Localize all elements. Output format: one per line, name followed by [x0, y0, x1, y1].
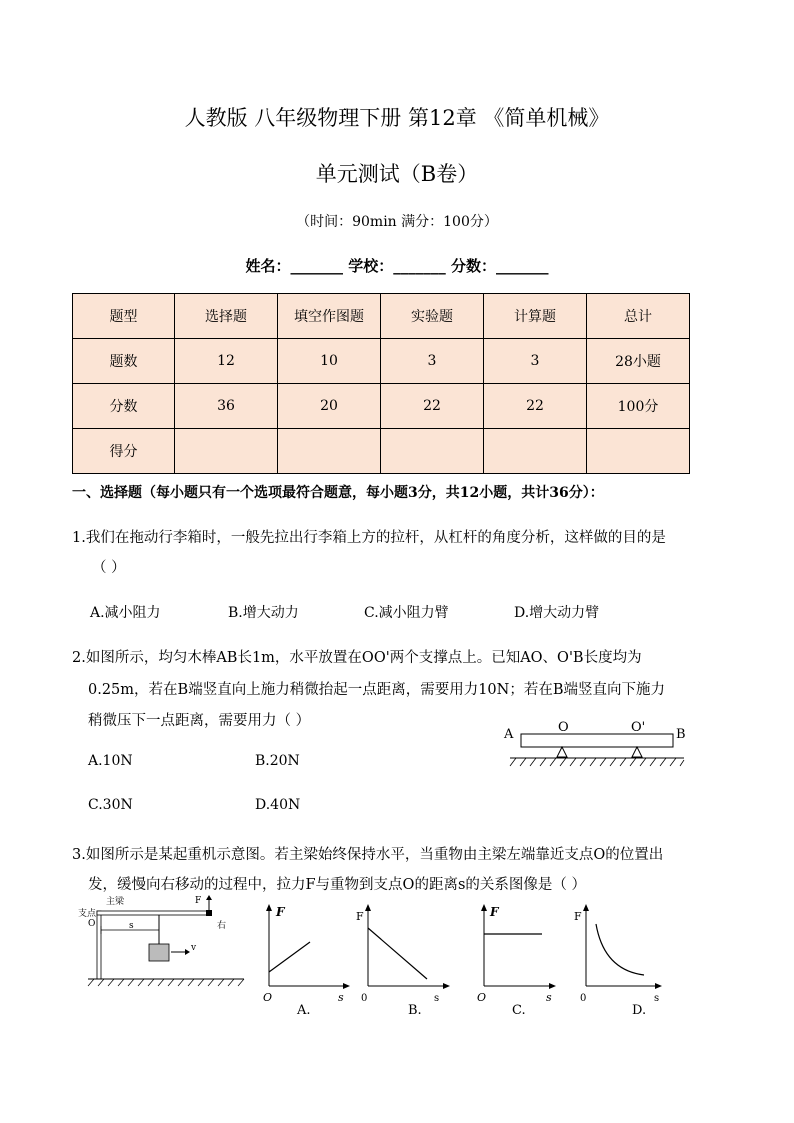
weight-block [149, 944, 169, 961]
q2-option-c[interactable]: C.30N [88, 797, 133, 813]
q2-option-d[interactable]: D.40N [255, 797, 301, 813]
label-o: O [558, 720, 569, 735]
q1-option-b[interactable]: B.增大动力 [228, 605, 299, 621]
table-cell: 28小题 [587, 339, 690, 384]
graph-b-curve [368, 928, 427, 979]
title-line-1: 人教版 八年级物理下册 第12章 《简单机械》 [184, 106, 610, 130]
graph-c-option[interactable]: C. [512, 1003, 526, 1018]
graph-d-origin: 0 [580, 993, 587, 1004]
q2-line-1: 2.如图所示，均匀木棒AB长1m，水平放置在OO'两个支撑点上。已知AO、O'B长度均为 [72, 650, 642, 666]
q1-option-d[interactable]: D.增大动力臂 [514, 605, 600, 621]
graph-a-x-label: s [338, 991, 344, 1004]
table-cell: 得分 [73, 429, 175, 474]
table-cell: 12 [175, 339, 278, 384]
beam-end [206, 910, 212, 916]
q1-option-c[interactable]: C.减小阻力臂 [364, 605, 449, 621]
score-table [72, 293, 690, 474]
graph-b [352, 902, 458, 1020]
graph-b-x-label: s [434, 993, 440, 1004]
graph-a [258, 902, 358, 1020]
q2-option-a[interactable]: A.10N [88, 753, 133, 769]
table-cell: 选择题 [175, 294, 278, 339]
graph-c-origin: O [477, 991, 487, 1004]
table-cell: 10 [278, 339, 381, 384]
table-row [73, 429, 690, 474]
q2-option-b[interactable]: B.20N [255, 753, 300, 769]
table-cell: 3 [484, 339, 587, 384]
label-pivot: 支点 [78, 909, 97, 919]
label-distance-s: s [129, 921, 134, 931]
table-cell: 总计 [587, 294, 690, 339]
label-a: A [504, 727, 514, 742]
student-info: 姓名：_______ 学校：_______ 分数：_______ [245, 257, 549, 275]
score-input-cell[interactable] [381, 429, 484, 474]
crane-ground-hatch [88, 979, 244, 986]
q2-lever-figure [500, 716, 696, 774]
crane-beam [97, 911, 209, 915]
table-row [73, 339, 690, 384]
graph-d-option[interactable]: D. [632, 1003, 647, 1018]
graph-d-curve [596, 924, 644, 975]
q3-line-2: 发，缓慢向右移动的过程中，拉力F与重物到支点O的距离s的关系图像是（ ） [88, 877, 586, 893]
support-o [557, 747, 567, 757]
table-cell: 3 [381, 339, 484, 384]
graph-a-origin: O [263, 991, 273, 1004]
force-arrow-head [206, 895, 212, 900]
ground-hatch [510, 758, 684, 766]
score-input-cell[interactable] [587, 429, 690, 474]
graph-b-y-label: F [356, 910, 364, 923]
label-o-prime: O' [631, 720, 646, 735]
q2-line-2: 0.25m，若在B端竖直向上施力稍微抬起一点距离，需要用力10N；若在B端竖直向下施力 [88, 682, 665, 698]
label-force-f: F [195, 896, 202, 906]
wooden-rod [521, 734, 673, 747]
support-o-prime [632, 747, 642, 757]
score-input-cell[interactable] [175, 429, 278, 474]
q3-line-1: 3.如图所示是某起重机示意图。若主梁始终保持水平，当重物由主梁左端靠近支点O的位置出 [72, 847, 664, 863]
label-beam: 主梁 [106, 897, 125, 907]
graph-c-y-label: F [490, 905, 499, 919]
label-pivot-o: O [88, 919, 96, 929]
graph-c [470, 902, 566, 1020]
table-cell: 题型 [73, 294, 175, 339]
score-input-cell[interactable] [484, 429, 587, 474]
crane-figure [74, 892, 250, 988]
graph-a-y-label: F [276, 905, 285, 919]
exam-info: （时间：90min 满分：100分） [296, 214, 498, 230]
graph-d [570, 902, 670, 1020]
graph-a-option[interactable]: A. [297, 1003, 311, 1018]
table-cell: 36 [175, 384, 278, 429]
graph-a-curve [269, 942, 310, 972]
label-velocity-v: v [191, 943, 197, 953]
table-cell: 22 [381, 384, 484, 429]
q1-line-2: （ ） [92, 560, 126, 576]
table-cell: 22 [484, 384, 587, 429]
table-cell: 20 [278, 384, 381, 429]
table-cell: 100分 [587, 384, 690, 429]
crane-column [97, 911, 101, 979]
q2-line-3: 稍微压下一点距离，需要用力（ ） [88, 713, 311, 729]
graph-b-option[interactable]: B. [408, 1003, 422, 1018]
velocity-arrow-head [185, 949, 190, 955]
title-line-2: 单元测试（B卷） [315, 162, 479, 186]
score-input-cell[interactable] [278, 429, 381, 474]
table-header-row [73, 294, 690, 339]
table-cell: 题数 [73, 339, 175, 384]
table-cell: 实验题 [381, 294, 484, 339]
label-right: 右 [217, 921, 227, 931]
table-cell: 分数 [73, 384, 175, 429]
table-row [73, 384, 690, 429]
table-cell: 计算题 [484, 294, 587, 339]
q1-line-1: 1.我们在拖动行李箱时，一般先拉出行李箱上方的拉杆，从杠杆的角度分析，这样做的目的是 [72, 530, 666, 546]
graph-d-x-label: s [654, 993, 660, 1004]
section-heading: 一、选择题（每小题只有一个选项最符合题意，每小题3分，共12小题，共计36分）： [72, 485, 604, 501]
table-cell: 填空作图题 [278, 294, 381, 339]
graph-b-origin: 0 [361, 993, 368, 1004]
graph-d-y-label: F [574, 910, 582, 923]
graph-c-x-label: s [546, 991, 552, 1004]
q1-option-a[interactable]: A.减小阻力 [90, 605, 161, 621]
label-b: B [676, 727, 686, 742]
